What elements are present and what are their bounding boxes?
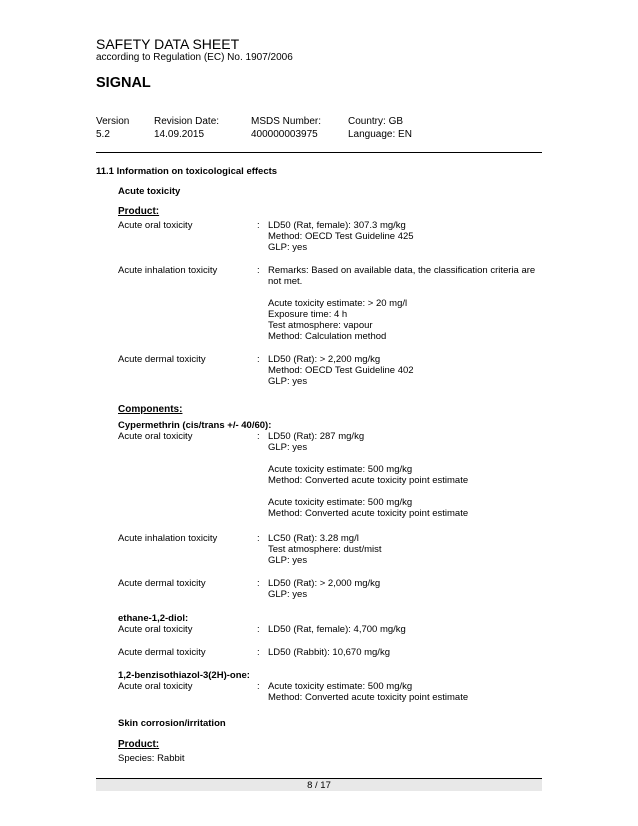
value-spacer: [268, 287, 540, 298]
document-subtitle: according to Regulation (EC) No. 1907/2006: [96, 52, 293, 63]
row-value: [268, 220, 540, 253]
row-colon: :: [257, 220, 260, 231]
revision-label: Revision Date:: [154, 116, 220, 127]
value-line: Acute toxicity estimate: 500 mg/kg: [268, 497, 413, 508]
row-label: Acute oral toxicity: [118, 220, 193, 231]
component-name: Cypermethrin (cis/trans +/- 40/60):: [118, 420, 272, 431]
row-colon: :: [257, 533, 260, 544]
value-line: Method: Converted acute toxicity point estimate: [268, 692, 469, 703]
row-value: [268, 647, 540, 658]
value-line: LD50 (Rat, female): 4,700 mg/kg: [268, 624, 406, 635]
row-colon: :: [257, 578, 260, 589]
row-colon: :: [257, 265, 260, 276]
value-line: LD50 (Rat): > 2,200 mg/kg: [268, 354, 381, 365]
value-line: Remarks: Based on available data, the classification criteria are not met.: [268, 265, 536, 287]
value-line: GLP: yes: [268, 555, 308, 566]
product-name: SIGNAL: [96, 75, 151, 91]
page-number: 8 / 17: [307, 780, 331, 791]
value-line: LD50 (Rat): > 2,000 mg/kg: [268, 578, 381, 589]
value-line: LD50 (Rabbit): 10,670 mg/kg: [268, 647, 390, 658]
value-line: Method: OECD Test Guideline 402: [268, 365, 414, 376]
value-line: Method: Converted acute toxicity point estimate: [268, 475, 469, 486]
row-label: Acute dermal toxicity: [118, 647, 206, 658]
value-spacer: [268, 453, 540, 464]
row-value: [268, 431, 540, 519]
skin-corrosion-heading: Skin corrosion/irritation: [118, 718, 226, 729]
row-colon: :: [257, 431, 260, 442]
version-block: [96, 115, 129, 141]
value-line: GLP: yes: [268, 589, 308, 600]
value-line: Method: OECD Test Guideline 425: [268, 231, 414, 242]
value-line: Acute toxicity estimate: 500 mg/kg: [268, 681, 413, 692]
row-colon: :: [257, 354, 260, 365]
value-line: LC50 (Rat): 3.28 mg/l: [268, 533, 359, 544]
country-block: [348, 115, 412, 141]
skin-product-heading: Product:: [118, 739, 160, 750]
row-colon: :: [257, 624, 260, 635]
row-value: [268, 533, 540, 566]
value-line: GLP: yes: [268, 376, 308, 387]
row-value: [268, 681, 540, 703]
row-colon: :: [257, 681, 260, 692]
value-line: LD50 (Rat, female): 307.3 mg/kg: [268, 220, 406, 231]
row-colon: :: [257, 647, 260, 658]
country-label: Country: GB: [348, 116, 404, 127]
msds-value: 400000003975: [251, 129, 318, 140]
value-line: GLP: yes: [268, 242, 308, 253]
row-label: Acute oral toxicity: [118, 431, 193, 442]
version-value: 5.2: [96, 129, 110, 140]
msds-block: [251, 115, 321, 141]
page-footer: [96, 778, 542, 791]
value-spacer: [268, 486, 540, 497]
components-heading: Components:: [118, 404, 183, 415]
skin-species: Species: Rabbit: [118, 753, 185, 764]
row-label: Acute oral toxicity: [118, 681, 193, 692]
value-line: GLP: yes: [268, 442, 308, 453]
msds-label: MSDS Number:: [251, 116, 322, 127]
header-divider: [96, 152, 542, 153]
value-line: Acute toxicity estimate: > 20 mg/l: [268, 298, 408, 309]
value-line: LD50 (Rat): 287 mg/kg: [268, 431, 365, 442]
row-value: [268, 354, 540, 387]
row-value: [268, 578, 540, 600]
row-label: Acute inhalation toxicity: [118, 265, 218, 276]
revision-block: [154, 115, 219, 141]
component-name: ethane-1,2-diol:: [118, 613, 189, 624]
value-line: Exposure time: 4 h: [268, 309, 348, 320]
language-label: Language: EN: [348, 129, 412, 140]
value-line: Acute toxicity estimate: 500 mg/kg: [268, 464, 413, 475]
revision-value: 14.09.2015: [154, 129, 205, 140]
value-line: Test atmosphere: dust/mist: [268, 544, 382, 555]
row-label: Acute dermal toxicity: [118, 354, 206, 365]
row-label: Acute inhalation toxicity: [118, 533, 218, 544]
section-title: 11.1 Information on toxicological effects: [96, 166, 278, 177]
row-value: [268, 265, 540, 342]
component-name: 1,2-benzisothiazol-3(2H)-one:: [118, 670, 250, 681]
acute-toxicity-heading: Acute toxicity: [118, 186, 181, 197]
value-line: Method: Converted acute toxicity point estimate: [268, 508, 469, 519]
value-line: Method: Calculation method: [268, 331, 387, 342]
row-label: Acute oral toxicity: [118, 624, 193, 635]
product-heading: Product:: [118, 206, 160, 217]
row-value: [268, 624, 540, 635]
version-label: Version: [96, 116, 130, 127]
row-label: Acute dermal toxicity: [118, 578, 206, 589]
document-title: SAFETY DATA SHEET: [96, 36, 240, 52]
value-line: Test atmosphere: vapour: [268, 320, 373, 331]
